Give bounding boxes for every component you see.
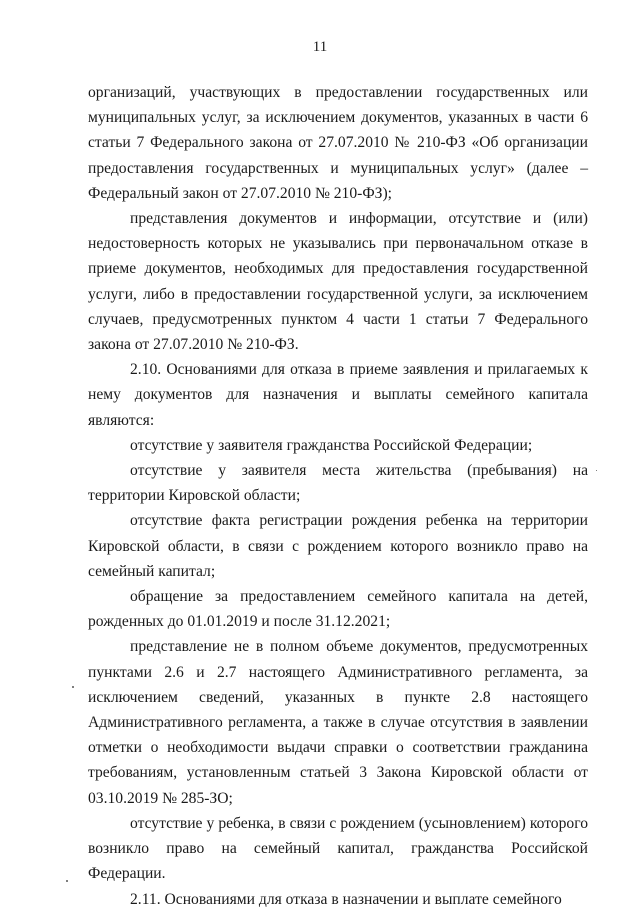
scan-speck <box>72 686 74 688</box>
scan-speck <box>596 470 597 471</box>
paragraph-no-birth-registration: отсутствие факта регистрации рождения ребенка на территории Кировской области, в связи с рождением которого возникло право на семейный капитал; <box>88 512 588 580</box>
paragraph-organizations: организаций, участвующих в предоставлении государственных или муниципальных услуг, за исключением документов, указанных в части 6 статьи 7 Федерального закона от 27.07.2010 № 210-ФЗ «Об организации предоставления государственных и муниципальных услуг» (далее – Федеральный закон от 27.07.2010 № 210-ФЗ); <box>88 84 588 202</box>
paragraph-no-residence: отсутствие у заявителя места жительства (пребывания) на территории Кировской области; <box>88 462 588 505</box>
paragraph-no-citizenship: отсутствие у заявителя гражданства Российской Федерации; <box>130 436 533 454</box>
document-body <box>88 80 588 912</box>
page-number: 11 <box>312 39 328 55</box>
paragraph-birth-dates: обращение за предоставлением семейного капитала на детей, рожденных до 01.01.2019 и после 31.12.2021; <box>88 588 588 631</box>
scan-speck <box>66 880 68 882</box>
paragraph-incomplete-documents: представление не в полном объеме документов, предусмотренных пунктами 2.6 и 2.7 настоящего Административного регламента, за исключением сведений, указанных в пункте 2.8 настоящего Административного регламента, а также в случае отсутствия в заявлении отметки о необходимости выдачи справки о соответствии гражданина требованиям, установленным статьей 3 Закона Кировской области от 03.10.2019 № 285-ЗО; <box>88 638 588 807</box>
paragraph-child-citizenship: отсутствие у ребенка, в связи с рождением (усыновлением) которого возникло право на семейный капитал, гражданства Российской Федерации. <box>88 814 588 883</box>
paragraph-2-11: 2.11. Основаниями для отказа в назначении и выплате семейного <box>130 890 562 908</box>
paragraph-2-10: 2.10. Основаниями для отказа в приеме заявления и прилагаемых к нему документов для назначения и выплаты семейного капитала являются: <box>88 361 588 429</box>
paragraph-documents-information: представления документов и информации, отсутствие и (или) недостоверность которых не указывались при первоначальном отказе в приеме документов, необходимых для предоставления государственной услуги, либо в предоставлении государственной услуги, за исключением случаев, предусмотренных пунктом 4 части 1 статьи 7 Федерального закона от 27.07.2010 № 210-ФЗ. <box>88 210 588 354</box>
